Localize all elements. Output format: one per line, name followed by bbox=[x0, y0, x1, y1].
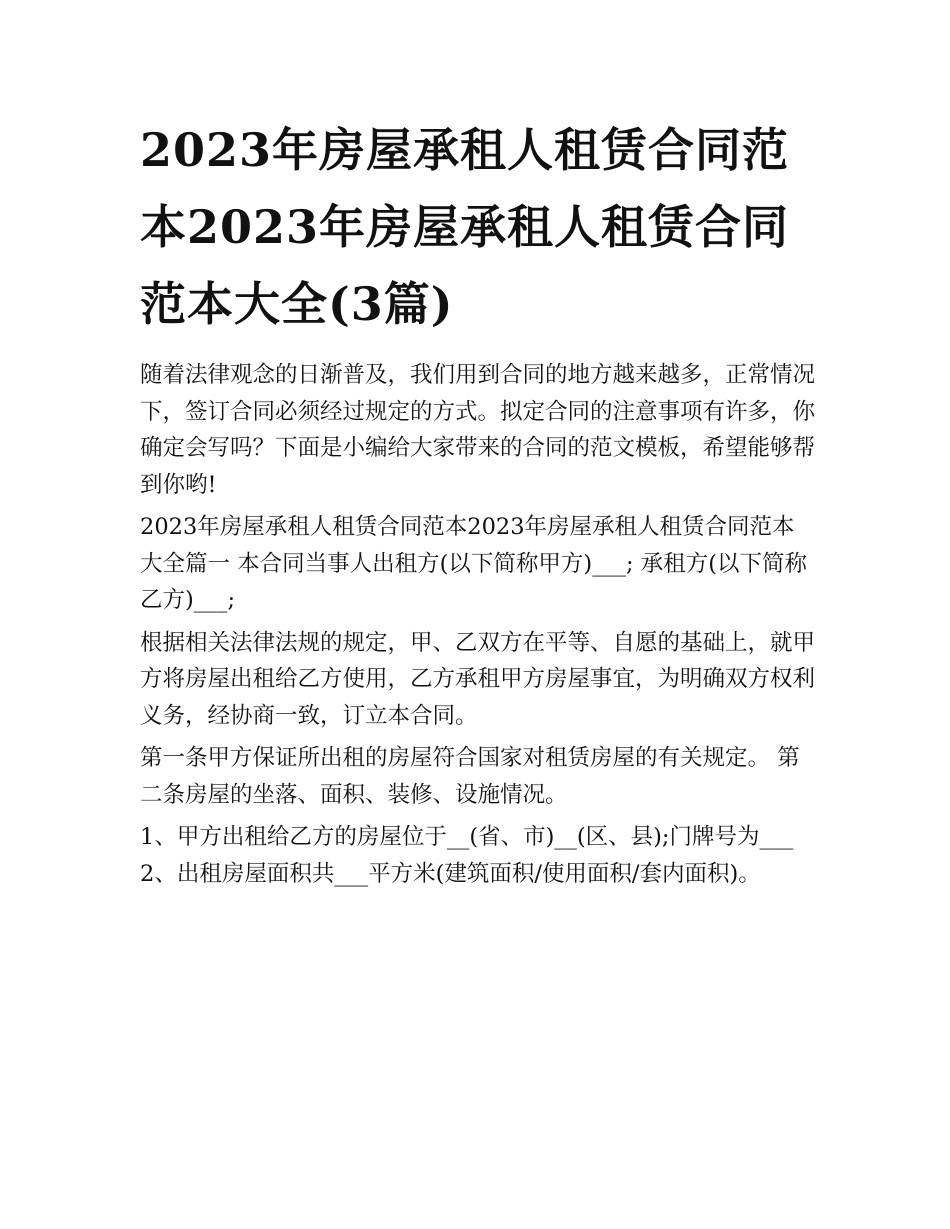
legal-basis-paragraph: 根据相关法律法规的规定，甲、乙双方在平等、自愿的基础上，就甲方将房屋出租给乙方使用，乙方承租甲方房屋事宜，为明确双方权利义务，经协商一致，订立本合同。 bbox=[140, 629, 816, 729]
document-page bbox=[140, 112, 816, 898]
property-location-paragraph: 1、甲方出租给乙方的房屋位于__(省、市)__(区、县);门牌号为___ 2、出租房屋面积共___平方米(建筑面积/使用面积/套内面积)。 bbox=[140, 824, 794, 887]
document-title: 2023年房屋承租人租赁合同范本2023年房屋承租人租赁合同范本大全(3篇) bbox=[140, 123, 790, 331]
article-one-paragraph: 第一条甲方保证所出租的房屋符合国家对租赁房屋的有关规定。 第二条房屋的坐落、面积、装修、设施情况。 bbox=[140, 745, 800, 808]
intro-paragraph: 随着法律观念的日渐普及，我们用到合同的地方越来越多，正常情况下，签订合同必须经过规定的方式。拟定合同的注意事项有许多，你确定会写吗？下面是小编给大家带来的合同的范文模板，希望能够帮到你哟! bbox=[140, 362, 816, 498]
contract-parties-paragraph: 2023年房屋承租人租赁合同范本2023年房屋承租人租赁合同范本大全篇一 本合同当事人出租方(以下简称甲方)___; 承租方(以下简称乙方)___; bbox=[140, 514, 807, 613]
